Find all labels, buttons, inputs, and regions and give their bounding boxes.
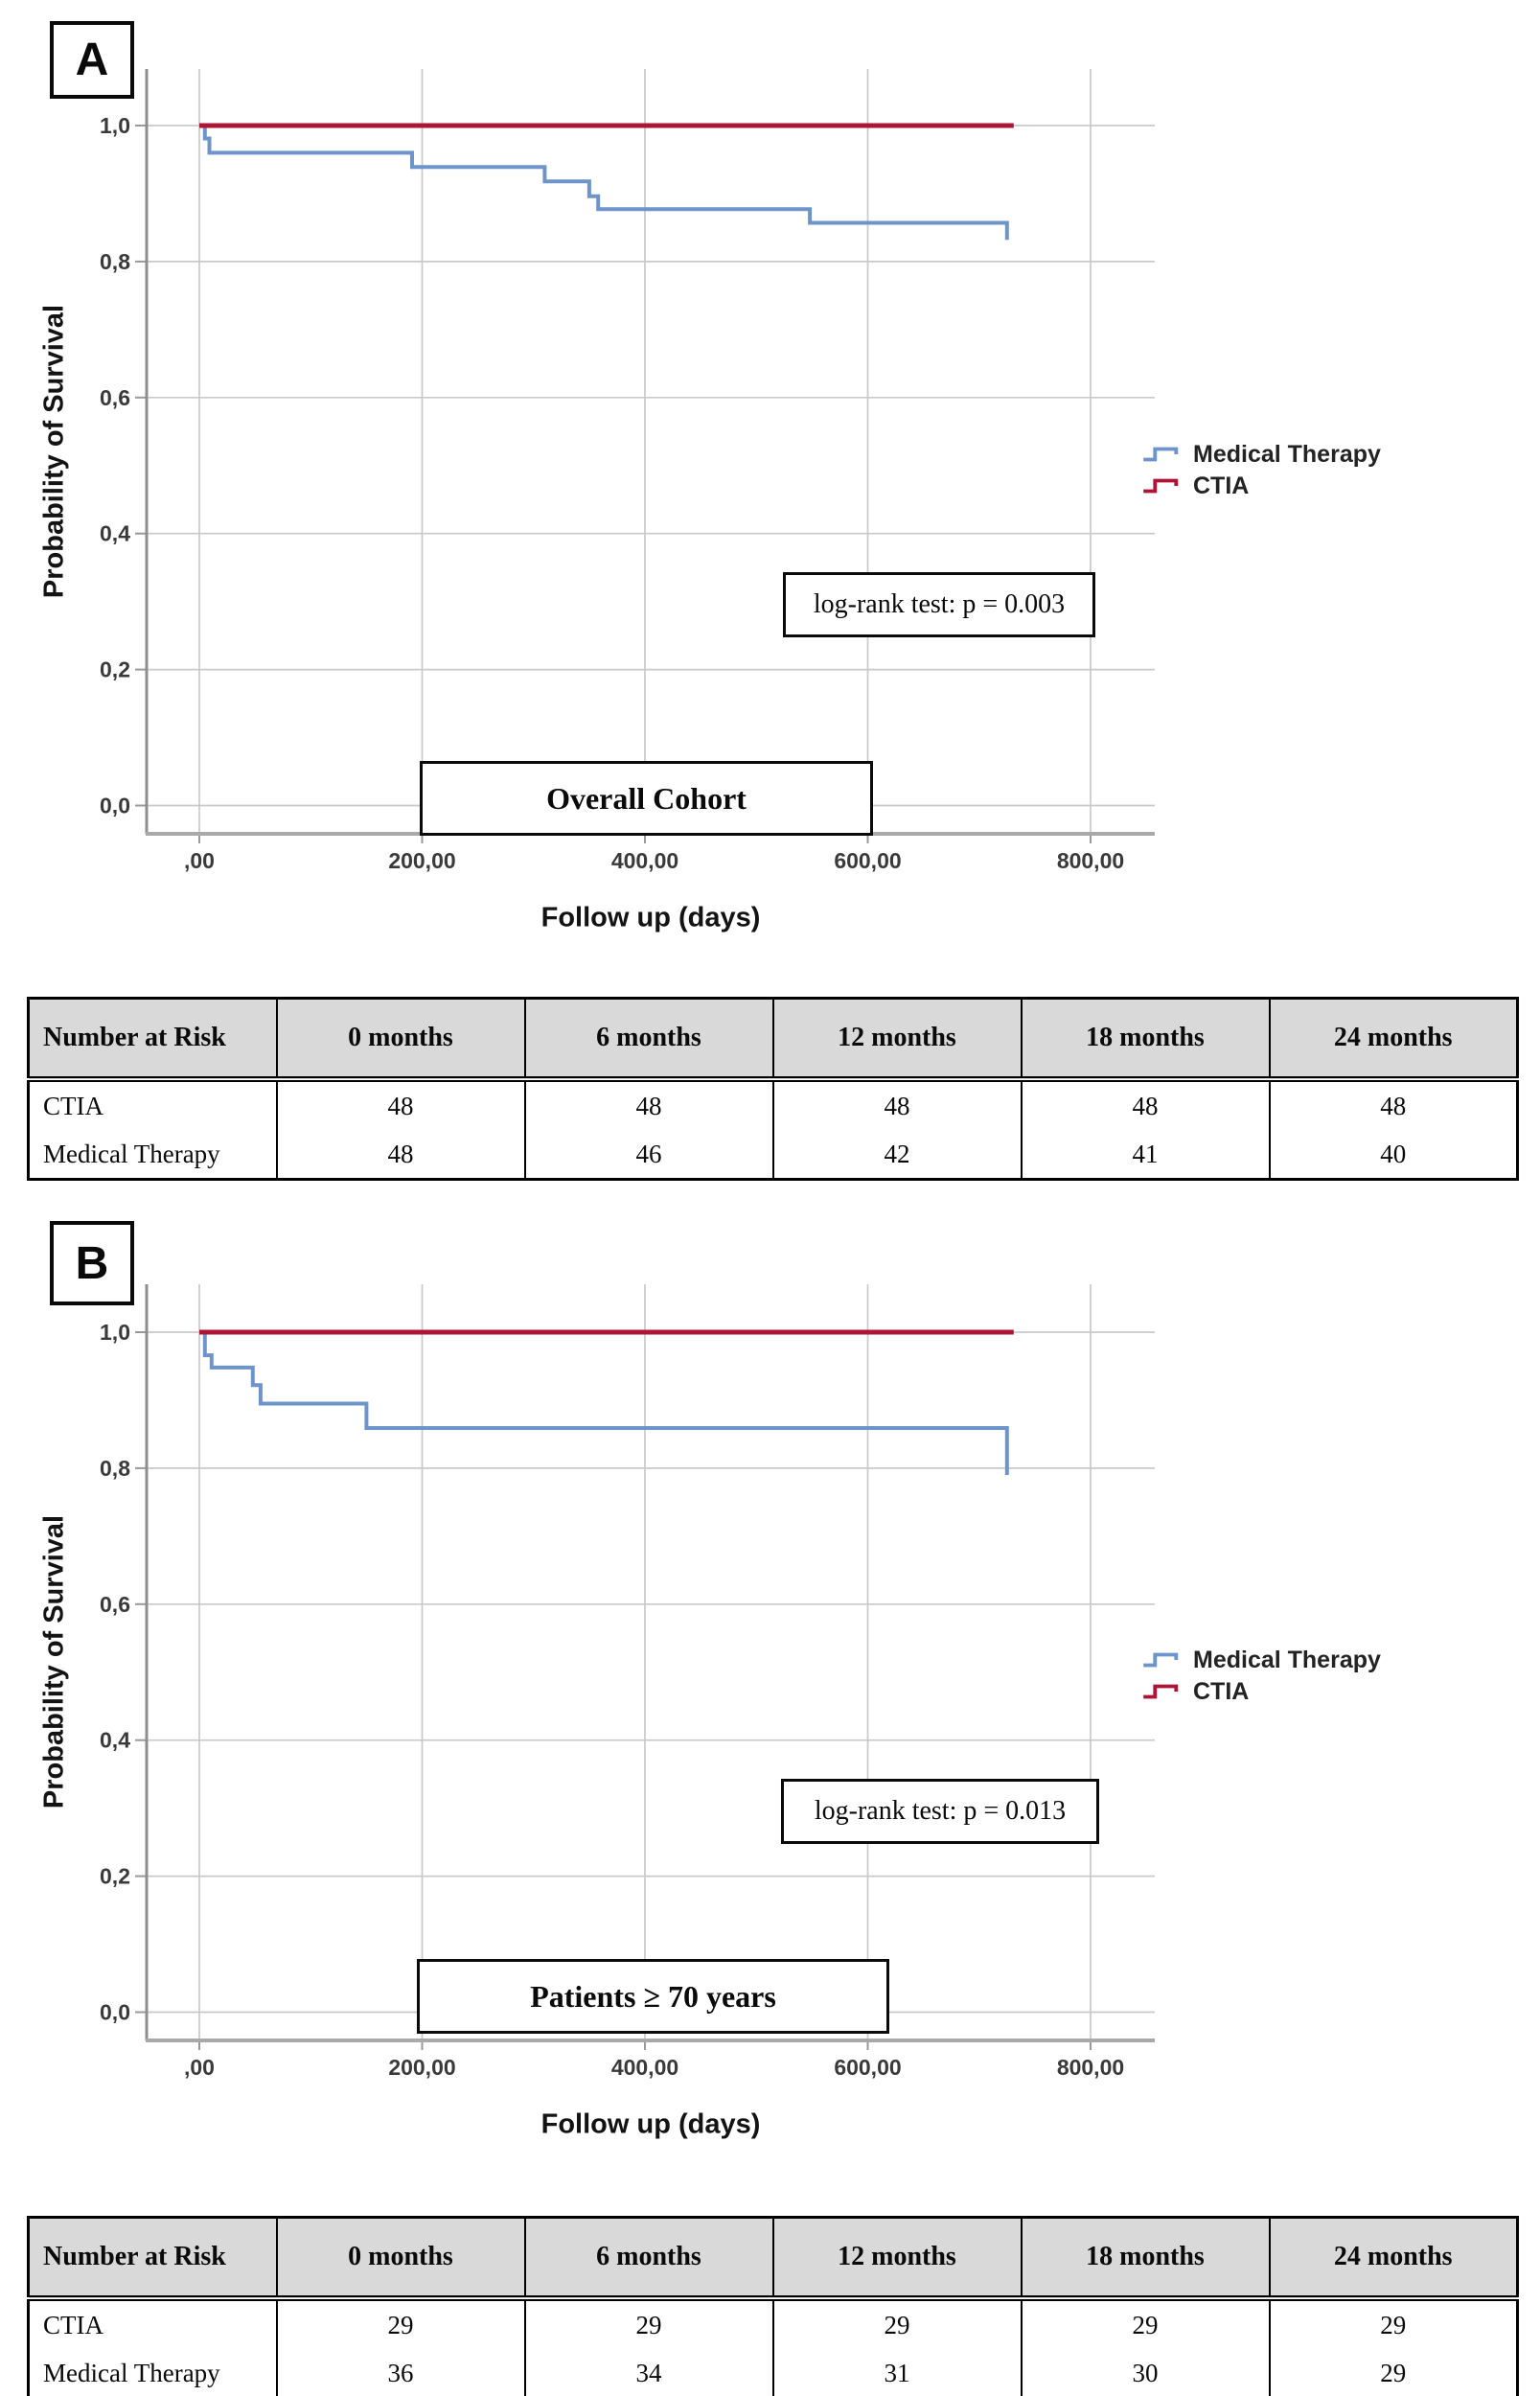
- table-header-cell: 0 months: [277, 2218, 525, 2299]
- x-tick-label: 400,00: [610, 2055, 679, 2080]
- panel-b-legend: [1140, 1647, 1381, 1704]
- y-tick-label: 0,4: [100, 520, 130, 546]
- table-header-cell: Number at Risk: [29, 999, 277, 1080]
- panel-b-x-axis-title: Follow up (days): [540, 2108, 761, 2140]
- x-tick-label: 600,00: [834, 2055, 902, 2080]
- x-tick-label: 200,00: [388, 848, 456, 873]
- table-header-row: [29, 2218, 1518, 2299]
- legend-item-medical-therapy: [1140, 1647, 1381, 1672]
- panel-b-logrank-box: log-rank test: p = 0.013: [781, 1779, 1099, 1844]
- curve-medical-therapy: [199, 126, 1007, 240]
- value-cell: 29: [1270, 2298, 1518, 2349]
- panel-b-title-box: Patients ≥ 70 years: [417, 1959, 889, 2034]
- row-label-cell: CTIA: [29, 2298, 277, 2349]
- x-tick-label: ,00: [184, 848, 215, 873]
- y-tick-label: 0,2: [100, 657, 130, 682]
- panel-a-logrank-box: log-rank test: p = 0.003: [783, 572, 1095, 637]
- value-cell: 48: [277, 1130, 525, 1180]
- table-row: [29, 2349, 1518, 2396]
- table-row: [29, 1079, 1518, 1130]
- table-header-cell: 12 months: [773, 2218, 1022, 2299]
- value-cell: 29: [277, 2298, 525, 2349]
- panel-a-x-axis-title: Follow up (days): [540, 902, 761, 933]
- step-line-icon: [1140, 1681, 1184, 1702]
- step-line-icon: [1140, 1649, 1184, 1670]
- value-cell: 48: [773, 1079, 1022, 1130]
- table-header-cell: 6 months: [525, 2218, 773, 2299]
- panel-b-letter: B: [50, 1221, 134, 1305]
- x-tick-label: 800,00: [1056, 2055, 1125, 2080]
- step-line-icon: [1140, 475, 1184, 496]
- y-tick-label: 0,8: [100, 248, 130, 274]
- value-cell: 31: [773, 2349, 1022, 2396]
- table-row: [29, 1130, 1518, 1180]
- y-tick-label: 0,8: [100, 1455, 130, 1481]
- y-tick-label: 0,6: [100, 384, 130, 410]
- x-tick-label: ,00: [184, 2055, 215, 2080]
- legend-item-ctia: [1140, 473, 1381, 498]
- value-cell: 48: [1022, 1079, 1270, 1130]
- curve-medical-therapy: [199, 1332, 1007, 1475]
- y-tick-label: 1,0: [100, 113, 130, 138]
- y-tick-label: 1,0: [100, 1320, 130, 1345]
- panel-a-legend: [1140, 442, 1381, 498]
- step-line-icon: [1140, 444, 1184, 465]
- x-tick-label: 600,00: [834, 848, 902, 873]
- legend-label: CTIA: [1193, 1677, 1250, 1705]
- y-tick-label: 0,0: [100, 793, 130, 818]
- value-cell: 36: [277, 2349, 525, 2396]
- table-header-cell: 24 months: [1270, 2218, 1518, 2299]
- table-header-cell: 0 months: [277, 999, 525, 1080]
- legend-label: Medical Therapy: [1193, 1646, 1381, 1673]
- value-cell: 30: [1022, 2349, 1270, 2396]
- table-header-cell: 12 months: [773, 999, 1022, 1080]
- value-cell: 29: [1022, 2298, 1270, 2349]
- legend-label: Medical Therapy: [1193, 440, 1381, 468]
- y-tick-label: 0,2: [100, 1863, 130, 1889]
- y-tick-label: 0,6: [100, 1591, 130, 1617]
- panel-a-letter: A: [50, 21, 134, 99]
- value-cell: 42: [773, 1130, 1022, 1180]
- value-cell: 40: [1270, 1130, 1518, 1180]
- value-cell: 29: [1270, 2349, 1518, 2396]
- panel-a-title-box: Overall Cohort: [420, 761, 873, 836]
- table-header-row: [29, 999, 1518, 1080]
- table-header-cell: 24 months: [1270, 999, 1518, 1080]
- table-header-cell: Number at Risk: [29, 2218, 277, 2299]
- panel-b-number-at-risk-table: [27, 2216, 1519, 2396]
- row-label-cell: Medical Therapy: [29, 2349, 277, 2396]
- value-cell: 29: [525, 2298, 773, 2349]
- table-header-cell: 18 months: [1022, 999, 1270, 1080]
- value-cell: 48: [525, 1079, 773, 1130]
- x-tick-label: 400,00: [610, 848, 679, 873]
- value-cell: 48: [277, 1079, 525, 1130]
- panel-a-number-at-risk-table: [27, 997, 1519, 1181]
- panel-a-y-axis-title: Probability of Survival: [38, 304, 70, 599]
- value-cell: 41: [1022, 1130, 1270, 1180]
- value-cell: 46: [525, 1130, 773, 1180]
- table-header-cell: 6 months: [525, 999, 773, 1080]
- panel-b-y-axis-title: Probability of Survival: [38, 1514, 70, 1809]
- row-label-cell: Medical Therapy: [29, 1130, 277, 1180]
- legend-label: CTIA: [1193, 472, 1250, 499]
- value-cell: 48: [1270, 1079, 1518, 1130]
- x-tick-label: 800,00: [1056, 848, 1125, 873]
- y-tick-label: 0,0: [100, 1999, 130, 2025]
- table-header-cell: 18 months: [1022, 2218, 1270, 2299]
- x-tick-label: 200,00: [388, 2055, 456, 2080]
- legend-item-ctia: [1140, 1679, 1381, 1704]
- y-tick-label: 0,4: [100, 1727, 130, 1753]
- km-chart-overall: [100, 69, 1155, 873]
- value-cell: 29: [773, 2298, 1022, 2349]
- table-row: [29, 2298, 1518, 2349]
- value-cell: 34: [525, 2349, 773, 2396]
- legend-item-medical-therapy: [1140, 442, 1381, 467]
- row-label-cell: CTIA: [29, 1079, 277, 1130]
